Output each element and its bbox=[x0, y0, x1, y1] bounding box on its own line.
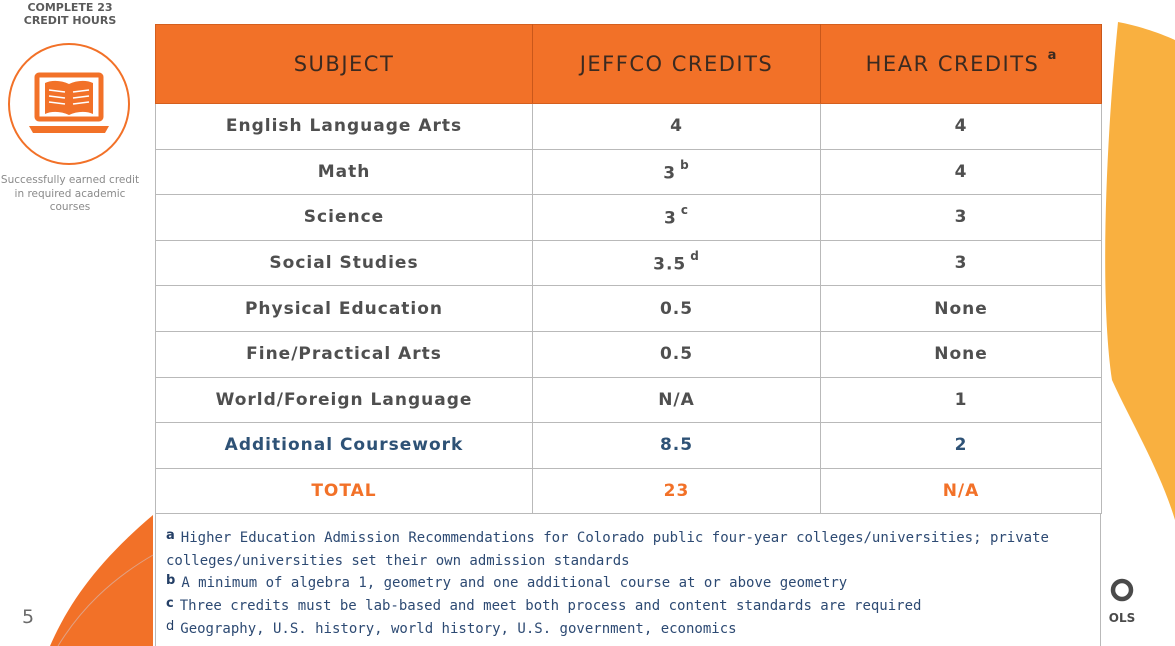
jeffco-cell: 4 bbox=[533, 104, 821, 150]
jeffco-cell: 3 $^b$ bbox=[533, 149, 821, 195]
credits-table-container bbox=[155, 24, 1101, 514]
table-header-row bbox=[156, 25, 1102, 104]
footnote-marker: b bbox=[680, 157, 690, 172]
footnote-a: a Higher Education Admission Recommendations for Colorado public four-year colleges/universities; private bbox=[166, 528, 1049, 546]
jeffco-cell: 3.5 $^d$ bbox=[533, 240, 821, 286]
sidebar-caption-line2: in required academic bbox=[14, 187, 126, 200]
hear-cell: 4 bbox=[821, 104, 1102, 150]
jeffco-cell: 0.5 bbox=[533, 286, 821, 332]
hear-cell: 1 bbox=[821, 377, 1102, 423]
hear-cell: 2 bbox=[821, 423, 1102, 469]
right-yellow-arc bbox=[1105, 22, 1175, 520]
footnote-d: d Geography, U.S. history, world history, U.S. government, economics bbox=[166, 619, 737, 637]
jeffco-cell: N/A bbox=[533, 377, 821, 423]
footnote-marker: c bbox=[166, 596, 174, 611]
table-row bbox=[156, 331, 1102, 377]
footnote-marker: c bbox=[680, 203, 689, 218]
footnote-a-continued: colleges/universities set their own admission standards bbox=[166, 553, 630, 569]
footnote-marker: a bbox=[166, 528, 175, 543]
table-row bbox=[156, 240, 1102, 286]
subject-cell: Physical Education bbox=[156, 286, 533, 332]
table-row-additional bbox=[156, 423, 1102, 469]
sidebar-caption-line3: courses bbox=[49, 201, 91, 213]
footnotes bbox=[155, 513, 1101, 646]
jeffco-cell: 3 $^c$ bbox=[533, 195, 821, 241]
hear-cell: 4 bbox=[821, 149, 1102, 195]
sidebar-caption-line1: Successfully earned credit bbox=[0, 174, 140, 186]
total-jeffco-cell: 23 bbox=[533, 468, 821, 514]
brand-logo-text: OLS bbox=[1108, 611, 1136, 625]
sidebar-heading-line2: CREDIT HOURS bbox=[23, 14, 117, 27]
subject-cell: Science bbox=[156, 195, 533, 241]
header-jeffco-credits: JEFFCO CREDITS bbox=[533, 25, 821, 104]
table-row-total bbox=[156, 468, 1102, 514]
header-hear-credits: HEAR CREDITS $^a$ bbox=[821, 25, 1102, 104]
open-book-laptop-icon bbox=[7, 42, 131, 166]
bottom-left-orange-wave bbox=[50, 515, 153, 646]
header-subject: SUBJECT bbox=[156, 25, 533, 104]
total-label-cell: TOTAL bbox=[156, 468, 533, 514]
sidebar-heading-line1: COMPLETE 23 bbox=[27, 1, 113, 14]
footnote-marker: a bbox=[1047, 48, 1057, 63]
table-row bbox=[156, 286, 1102, 332]
credits-table bbox=[155, 24, 1102, 514]
footnote-marker: d bbox=[166, 619, 175, 634]
sidebar-heading bbox=[0, 1, 140, 27]
footnote-marker: d bbox=[690, 248, 700, 263]
hear-cell: 3 bbox=[821, 240, 1102, 286]
table-row bbox=[156, 104, 1102, 150]
jeffco-cell: 0.5 bbox=[533, 331, 821, 377]
sidebar-caption bbox=[0, 174, 150, 215]
jeffco-cell: 8.5 bbox=[533, 423, 821, 469]
footnote-c: c Three credits must be lab-based and meet both process and content standards are required bbox=[166, 596, 922, 614]
subject-cell: English Language Arts bbox=[156, 104, 533, 150]
footnote-b: b A minimum of algebra 1, geometry and one additional course at or above geometry bbox=[166, 573, 848, 591]
subject-cell: World/Foreign Language bbox=[156, 377, 533, 423]
subject-cell: Social Studies bbox=[156, 240, 533, 286]
hear-cell: 3 bbox=[821, 195, 1102, 241]
table-row bbox=[156, 149, 1102, 195]
hear-cell: None bbox=[821, 286, 1102, 332]
table-row bbox=[156, 195, 1102, 241]
footnote-marker: b bbox=[166, 573, 176, 588]
table-row bbox=[156, 377, 1102, 423]
total-hear-cell: N/A bbox=[821, 468, 1102, 514]
subject-cell: Fine/Practical Arts bbox=[156, 331, 533, 377]
subject-cell: Math bbox=[156, 149, 533, 195]
page-number: 5 bbox=[22, 606, 35, 628]
hear-cell: None bbox=[821, 331, 1102, 377]
subject-cell: Additional Coursework bbox=[156, 423, 533, 469]
